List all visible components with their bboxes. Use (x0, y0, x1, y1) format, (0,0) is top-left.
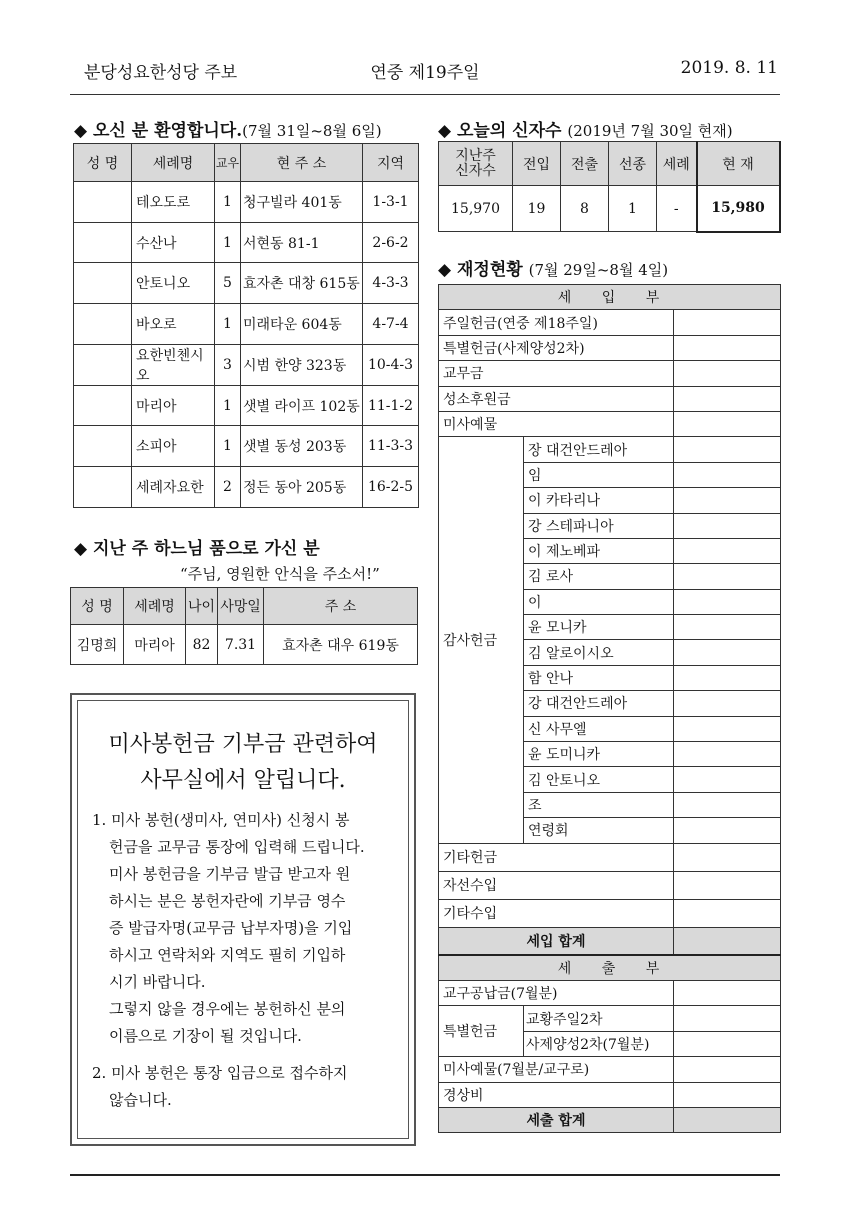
finance-title-text: ◆ 재정현황 (438, 260, 523, 280)
donor-name: 윤 도미니카 (524, 742, 674, 767)
bulletin-date: 2019. 8. 11 (680, 58, 778, 78)
notice-line: 그렇지 않을 경우에는 봉헌하신 분의 (109, 1000, 346, 1018)
amount-cell (674, 462, 781, 487)
notice-line: 1. 미사 봉헌(생미사, 연미사) 신청시 봉 (92, 811, 350, 829)
parishioners-title-text: ◆ 오늘의 신자수 (438, 121, 562, 141)
parishioners-as-of: (2019년 7월 30일 현재) (567, 122, 733, 140)
donor-name: 강 대건안드레아 (524, 691, 674, 716)
welcome-area: 2-6-2 (363, 222, 419, 263)
finance-table (438, 284, 781, 1133)
expense-sub-item: 사제양성2차(7월분) (524, 1031, 674, 1056)
col-prev-line2: 신자수 (455, 162, 496, 179)
income-total-label: 세입 합계 (439, 927, 674, 955)
footer-divider (70, 1174, 780, 1176)
table-row (439, 285, 781, 310)
welcome-name (74, 426, 132, 467)
income-item: 자선수입 (439, 871, 674, 899)
amount-cell (674, 665, 781, 690)
welcome-count: 1 (215, 222, 241, 263)
deceased-title: ◆ 지난 주 하느님 품으로 가신 분 (74, 539, 320, 559)
amount-cell (674, 792, 781, 817)
amount-cell (674, 843, 781, 871)
parishioners-table (438, 141, 781, 233)
table-row (74, 182, 419, 223)
expense-item: 교구공납금(7월분) (439, 980, 674, 1005)
amount-cell (674, 1082, 781, 1107)
donor-name: 조 (524, 792, 674, 817)
amount-cell (674, 386, 781, 411)
col-address: 현 주 소 (241, 144, 363, 182)
table-row (439, 310, 781, 335)
donor-name: 장 대건안드레아 (524, 437, 674, 462)
table-row (439, 1107, 781, 1132)
income-item: 성소후원금 (439, 386, 674, 411)
income-total-amount (674, 927, 781, 955)
notice-title-line2: 사무실에서 알립니다. (140, 768, 346, 793)
col-baptismal: 세례명 (124, 588, 186, 625)
amount-cell (674, 1031, 781, 1056)
donor-name: 이 (524, 589, 674, 614)
welcome-baptismal: 마리아 (132, 385, 215, 426)
col-prev-line1: 지난주 (455, 147, 496, 164)
welcome-area: 4-3-3 (363, 263, 419, 304)
table-row (439, 335, 781, 360)
welcome-baptismal: 테오도로 (132, 182, 215, 223)
table-row (74, 385, 419, 426)
col-baptismal: 세례명 (132, 144, 215, 182)
welcome-area: 1-3-1 (363, 182, 419, 223)
amount-cell (674, 615, 781, 640)
amount-cell (674, 640, 781, 665)
value-baptisms: - (657, 186, 697, 232)
income-item: 특별헌금(사제양성2차) (439, 335, 674, 360)
income-item: 주일헌금(연중 제18주일) (439, 310, 674, 335)
table-row (74, 344, 419, 385)
table-row (439, 1006, 781, 1031)
welcome-count: 1 (215, 182, 241, 223)
notice-line: 않습니다. (109, 1091, 172, 1109)
col-baptisms: 세례 (657, 142, 697, 186)
amount-cell (674, 742, 781, 767)
welcome-count: 1 (215, 385, 241, 426)
welcome-address: 미래타운 604동 (241, 304, 363, 345)
value-transfer-in: 19 (513, 186, 561, 232)
amount-cell (674, 1006, 781, 1031)
notice-line: 헌금을 교무금 통장에 입력해 드립니다. (109, 838, 365, 856)
col-current: 현 재 (697, 142, 780, 186)
expense-header: 세 출 부 (439, 955, 781, 980)
welcome-baptismal: 바오로 (132, 304, 215, 345)
notice-line: 증 발급자명(교무금 납부자명)을 기입 (109, 919, 353, 937)
finance-period: (7월 29일~8월 4일) (528, 261, 669, 279)
welcome-address: 효자촌 대창 615동 (241, 263, 363, 304)
welcome-area: 11-3-3 (363, 426, 419, 467)
amount-cell (674, 335, 781, 360)
parish-name: 분당성요한성당 주보 (84, 63, 238, 83)
table-row (74, 467, 419, 508)
liturgical-week: 연중 제19주일 (370, 63, 480, 83)
welcome-address: 청구빌라 401동 (241, 182, 363, 223)
table-row (74, 263, 419, 304)
welcome-baptismal: 세례자요한 (132, 467, 215, 508)
amount-cell (674, 871, 781, 899)
welcome-area: 16-2-5 (363, 467, 419, 508)
welcome-name (74, 344, 132, 385)
col-transfer-out: 전출 (561, 142, 609, 186)
table-row (74, 304, 419, 345)
deceased-table (70, 587, 418, 665)
notice-inner-frame (77, 700, 409, 1139)
notice-line: 하시고 연락처와 지역도 필히 기입하 (109, 946, 346, 964)
amount-cell (674, 310, 781, 335)
col-age: 나이 (186, 588, 218, 625)
welcome-title (74, 116, 382, 141)
income-header: 세 입 부 (439, 285, 781, 310)
col-area: 지역 (363, 144, 419, 182)
col-prev-count (439, 142, 513, 186)
deceased-date: 7.31 (218, 625, 264, 665)
notice-item-1 (92, 807, 407, 1050)
notice-line: 시기 바랍니다. (109, 973, 206, 991)
special-offering-label: 특별헌금 (439, 1006, 524, 1057)
col-deaths: 선종 (609, 142, 657, 186)
amount-cell (674, 361, 781, 386)
notice-item-2 (92, 1060, 407, 1114)
welcome-baptismal: 수산나 (132, 222, 215, 263)
table-row (439, 1082, 781, 1107)
amount-cell (674, 513, 781, 538)
amount-cell (674, 488, 781, 513)
deceased-baptismal: 마리아 (124, 625, 186, 665)
table-row (439, 386, 781, 411)
welcome-count: 1 (215, 426, 241, 467)
income-item: 기타수입 (439, 899, 674, 927)
welcome-baptismal: 소피아 (132, 426, 215, 467)
table-row (439, 927, 781, 955)
donor-name: 연령회 (524, 818, 674, 843)
welcome-name (74, 385, 132, 426)
notice-line: 이름으로 기장이 될 것입니다. (109, 1027, 302, 1045)
welcome-address: 샛별 동성 203동 (241, 426, 363, 467)
table-row (74, 426, 419, 467)
welcome-count: 1 (215, 304, 241, 345)
welcome-count: 5 (215, 263, 241, 304)
amount-cell (674, 818, 781, 843)
donor-name: 함 안나 (524, 665, 674, 690)
income-item: 기타헌금 (439, 843, 674, 871)
amount-cell (674, 538, 781, 563)
amount-cell (674, 589, 781, 614)
notice-line: 하시는 분은 봉헌자란에 기부금 영수 (109, 892, 346, 910)
notice-line: 2. 미사 봉헌은 통장 입금으로 접수하지 (92, 1064, 348, 1082)
value-prev-count: 15,970 (439, 186, 513, 232)
table-row (439, 899, 781, 927)
donor-name: 신 사무엘 (524, 716, 674, 741)
col-transfer-in: 전입 (513, 142, 561, 186)
col-name: 성 명 (74, 144, 132, 182)
value-deaths: 1 (609, 186, 657, 232)
welcome-area: 11-1-2 (363, 385, 419, 426)
deceased-age: 82 (186, 625, 218, 665)
table-row (439, 361, 781, 386)
expense-total-label: 세출 합계 (439, 1107, 674, 1132)
donor-name: 임 (524, 462, 674, 487)
welcome-name (74, 182, 132, 223)
donor-name: 윤 모니카 (524, 615, 674, 640)
welcome-address: 샛별 라이프 102동 (241, 385, 363, 426)
amount-cell (674, 899, 781, 927)
parishioners-title (438, 116, 733, 141)
expense-total-amount (674, 1107, 781, 1132)
deceased-quote: “주님, 영원한 안식을 주소서!” (180, 565, 380, 583)
amount-cell (674, 980, 781, 1005)
notice-line: 미사 봉헌금을 기부금 발급 받고자 원 (109, 865, 351, 883)
welcome-name (74, 263, 132, 304)
welcome-period: (7월 31일~8월 6일) (242, 122, 382, 140)
expense-item: 미사예물(7월분/교구로) (439, 1057, 674, 1082)
table-row (74, 222, 419, 263)
welcome-address: 서현동 81-1 (241, 222, 363, 263)
donor-name: 강 스테파니아 (524, 513, 674, 538)
thanks-offering-label: 감사헌금 (439, 437, 524, 843)
welcome-baptismal: 요한빈첸시오 (132, 344, 215, 385)
welcome-baptismal: 안토니오 (132, 263, 215, 304)
welcome-table (73, 143, 419, 508)
donor-name: 김 알로이시오 (524, 640, 674, 665)
amount-cell (674, 716, 781, 741)
notice-title-line1: 미사봉헌금 기부금 관련하여 (108, 732, 378, 757)
table-row (439, 955, 781, 980)
donor-name: 이 제노베파 (524, 538, 674, 563)
income-item: 미사예물 (439, 411, 674, 436)
donor-name: 이 카타리나 (524, 488, 674, 513)
amount-cell (674, 691, 781, 716)
income-item: 교무금 (439, 361, 674, 386)
welcome-name (74, 467, 132, 508)
col-death-date: 사망일 (218, 588, 264, 625)
col-address: 주 소 (264, 588, 418, 625)
welcome-name (74, 304, 132, 345)
expense-sub-item: 교황주일2차 (524, 1006, 674, 1031)
amount-cell (674, 437, 781, 462)
table-row (439, 980, 781, 1005)
table-row (439, 411, 781, 436)
value-current: 15,980 (697, 186, 780, 232)
welcome-address: 시범 한양 323동 (241, 344, 363, 385)
value-transfer-out: 8 (561, 186, 609, 232)
table-row (439, 843, 781, 871)
table-row (71, 625, 418, 665)
donor-name: 김 안토니오 (524, 767, 674, 792)
table-row (439, 437, 781, 462)
welcome-name (74, 222, 132, 263)
welcome-count: 3 (215, 344, 241, 385)
expense-item: 경상비 (439, 1082, 674, 1107)
deceased-address: 효자촌 대우 619동 (264, 625, 418, 665)
welcome-count: 2 (215, 467, 241, 508)
welcome-address: 정든 동아 205동 (241, 467, 363, 508)
welcome-title-text: ◆ 오신 분 환영합니다. (74, 121, 243, 141)
amount-cell (674, 411, 781, 436)
header-divider (70, 94, 780, 95)
amount-cell (674, 767, 781, 792)
donor-name: 김 로사 (524, 564, 674, 589)
amount-cell (674, 564, 781, 589)
notice-box (70, 693, 416, 1146)
amount-cell (674, 1057, 781, 1082)
table-row (439, 1057, 781, 1082)
welcome-area: 4-7-4 (363, 304, 419, 345)
finance-title (438, 255, 668, 280)
col-name: 성 명 (71, 588, 124, 625)
table-row (439, 871, 781, 899)
welcome-area: 10-4-3 (363, 344, 419, 385)
deceased-name: 김명희 (71, 625, 124, 665)
col-count: 교우 (215, 144, 241, 182)
